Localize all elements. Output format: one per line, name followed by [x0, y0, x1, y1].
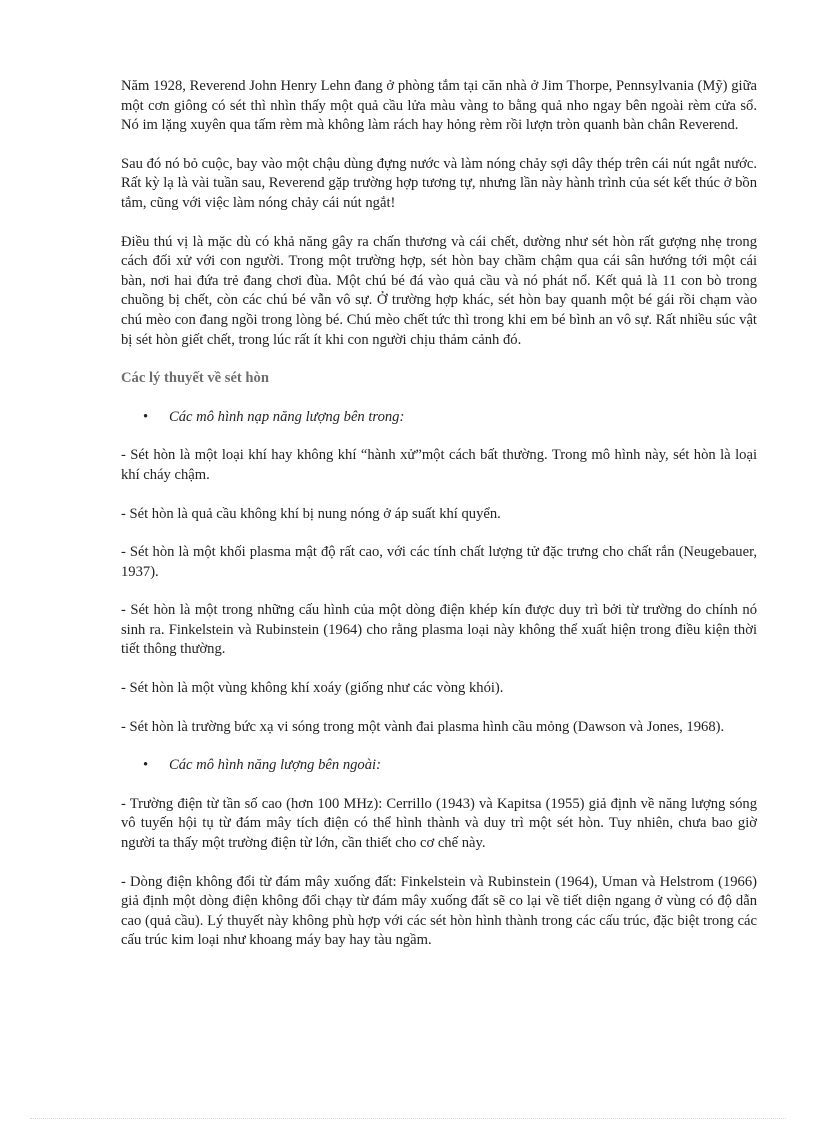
internal-item-5: - Sét hòn là một vùng không khí xoáy (giống như các vòng khói).: [121, 680, 504, 697]
internal-item-2: - Sét hòn là quả cầu không khí bị nung nóng ở áp suất khí quyển.: [121, 505, 501, 522]
paragraph-intro-2: Sau đó nó bỏ cuộc, bay vào một chậu dùng đựng nước và làm nóng chảy sợi dây thép trên cái nút ngắt nước. Rất kỳ lạ là vài tuần sau, Reverend gặp trường hợp tương tự, nhưng lần này hành trình của sét kết thúc ở bồn tắm, cũng với việc làm nóng chảy cái nút ngắt!: [121, 155, 757, 211]
external-item-1: - Trường điện từ tần số cao (hơn 100 MHz): Cerrillo (1943) và Kapitsa (1955) giả định về năng lượng sóng vô tuyến hội tụ từ đám mây tích điện có thể hình thành và duy trì một sét hòn. Tuy nhiên, chưa bao giờ người ta thấy một trường điện từ lớn, cần thiết cho cơ chế này.: [121, 795, 757, 852]
internal-item-3: - Sét hòn là một khối plasma mật độ rất cao, với các tính chất lượng tử đặc trưng cho chất rắn (Neugebauer, 1937).: [121, 544, 757, 580]
bullet-internal-title: Các mô hình nạp năng lượng bên trong:: [169, 408, 405, 425]
page-bottom-divider: [30, 1118, 786, 1119]
bullet-icon: •: [143, 757, 149, 774]
paragraph-intro-3: Điều thú vị là mặc dù có khả năng gây ra chấn thương và cái chết, dường như sét hòn rất gượng nhẹ trong cách đối xử với con người. Trong một trường hợp, sét hòn bay chầm chậm qua cái sân hướng tới một cái bàn, nơi hai đứa trẻ đang chơi đùa. Một chú bé đá vào quả cầu và nó phát nổ. Kết quả là 11 con bò trong chuồng bị chết, còn các chú bé vẫn vô sự. Ở trường hợp khác, sét hòn bay quanh một bé gái rồi chạm vào chú mèo con đang ngồi trong lòng bé. Chú mèo chết tức thì trong khi em bé bình an vô sự. Rất nhiều súc vật bị sét hòn giết chết, trong lúc rất ít khi con người chịu thảm cảnh đó.: [121, 233, 757, 348]
document-page: [121, 77, 757, 970]
internal-item-4: - Sét hòn là một trong những cấu hình của một dòng điện khép kín được duy trì bởi từ trường do chính nó sinh ra. Finkelstein và Rubinstein (1964) cho rằng plasma loại này không thể xuất hiện trong điều kiện thời tiết thông thường.: [121, 602, 757, 658]
paragraph-intro-1: Năm 1928, Reverend John Henry Lehn đang ở phòng tắm tại căn nhà ở Jim Thorpe, Pennsylvania (Mỹ) giữa một cơn giông có sét thì nhìn thấy một quả cầu lửa màu vàng to bằng quả nho ngay bên ngoài rèm cửa sổ. Nó im lặng xuyên qua tấm rèm mà không làm rách hay hỏng rèm rồi lượn tròn quanh bàn chân Reverend.: [121, 78, 757, 134]
internal-item-6: - Sét hòn là trường bức xạ vi sóng trong một vành đai plasma hình cầu mỏng (Dawson và Jones, 1968).: [121, 718, 725, 735]
bullet-external-title: Các mô hình năng lượng bên ngoài:: [169, 757, 381, 774]
bullet-internal-models: [121, 408, 757, 428]
bullet-external-models: [121, 756, 757, 776]
internal-item-1: - Sét hòn là một loại khí hay không khí “hành xử”một cách bất thường. Trong mô hình này, sét hòn là loại khí cháy chậm.: [121, 447, 757, 483]
external-item-2: - Dòng điện không đổi từ đám mây xuống đất: Finkelstein và Rubinstein (1964), Uman và Helstrom (1966) giả định một dòng điện không đổi chạy từ đám mây xuống đất sẽ co lại về tiết diện ngang ở vùng có độ dẫn cao (quả cầu). Lý thuyết này không phù hợp với các sét hòn hình thành trong các cấu trúc, đặc biệt trong các cấu trúc kim loại như khoang máy bay hay tàu ngầm.: [121, 873, 757, 949]
bullet-icon: •: [143, 408, 149, 425]
section-heading: Các lý thuyết về sét hòn: [121, 370, 269, 387]
